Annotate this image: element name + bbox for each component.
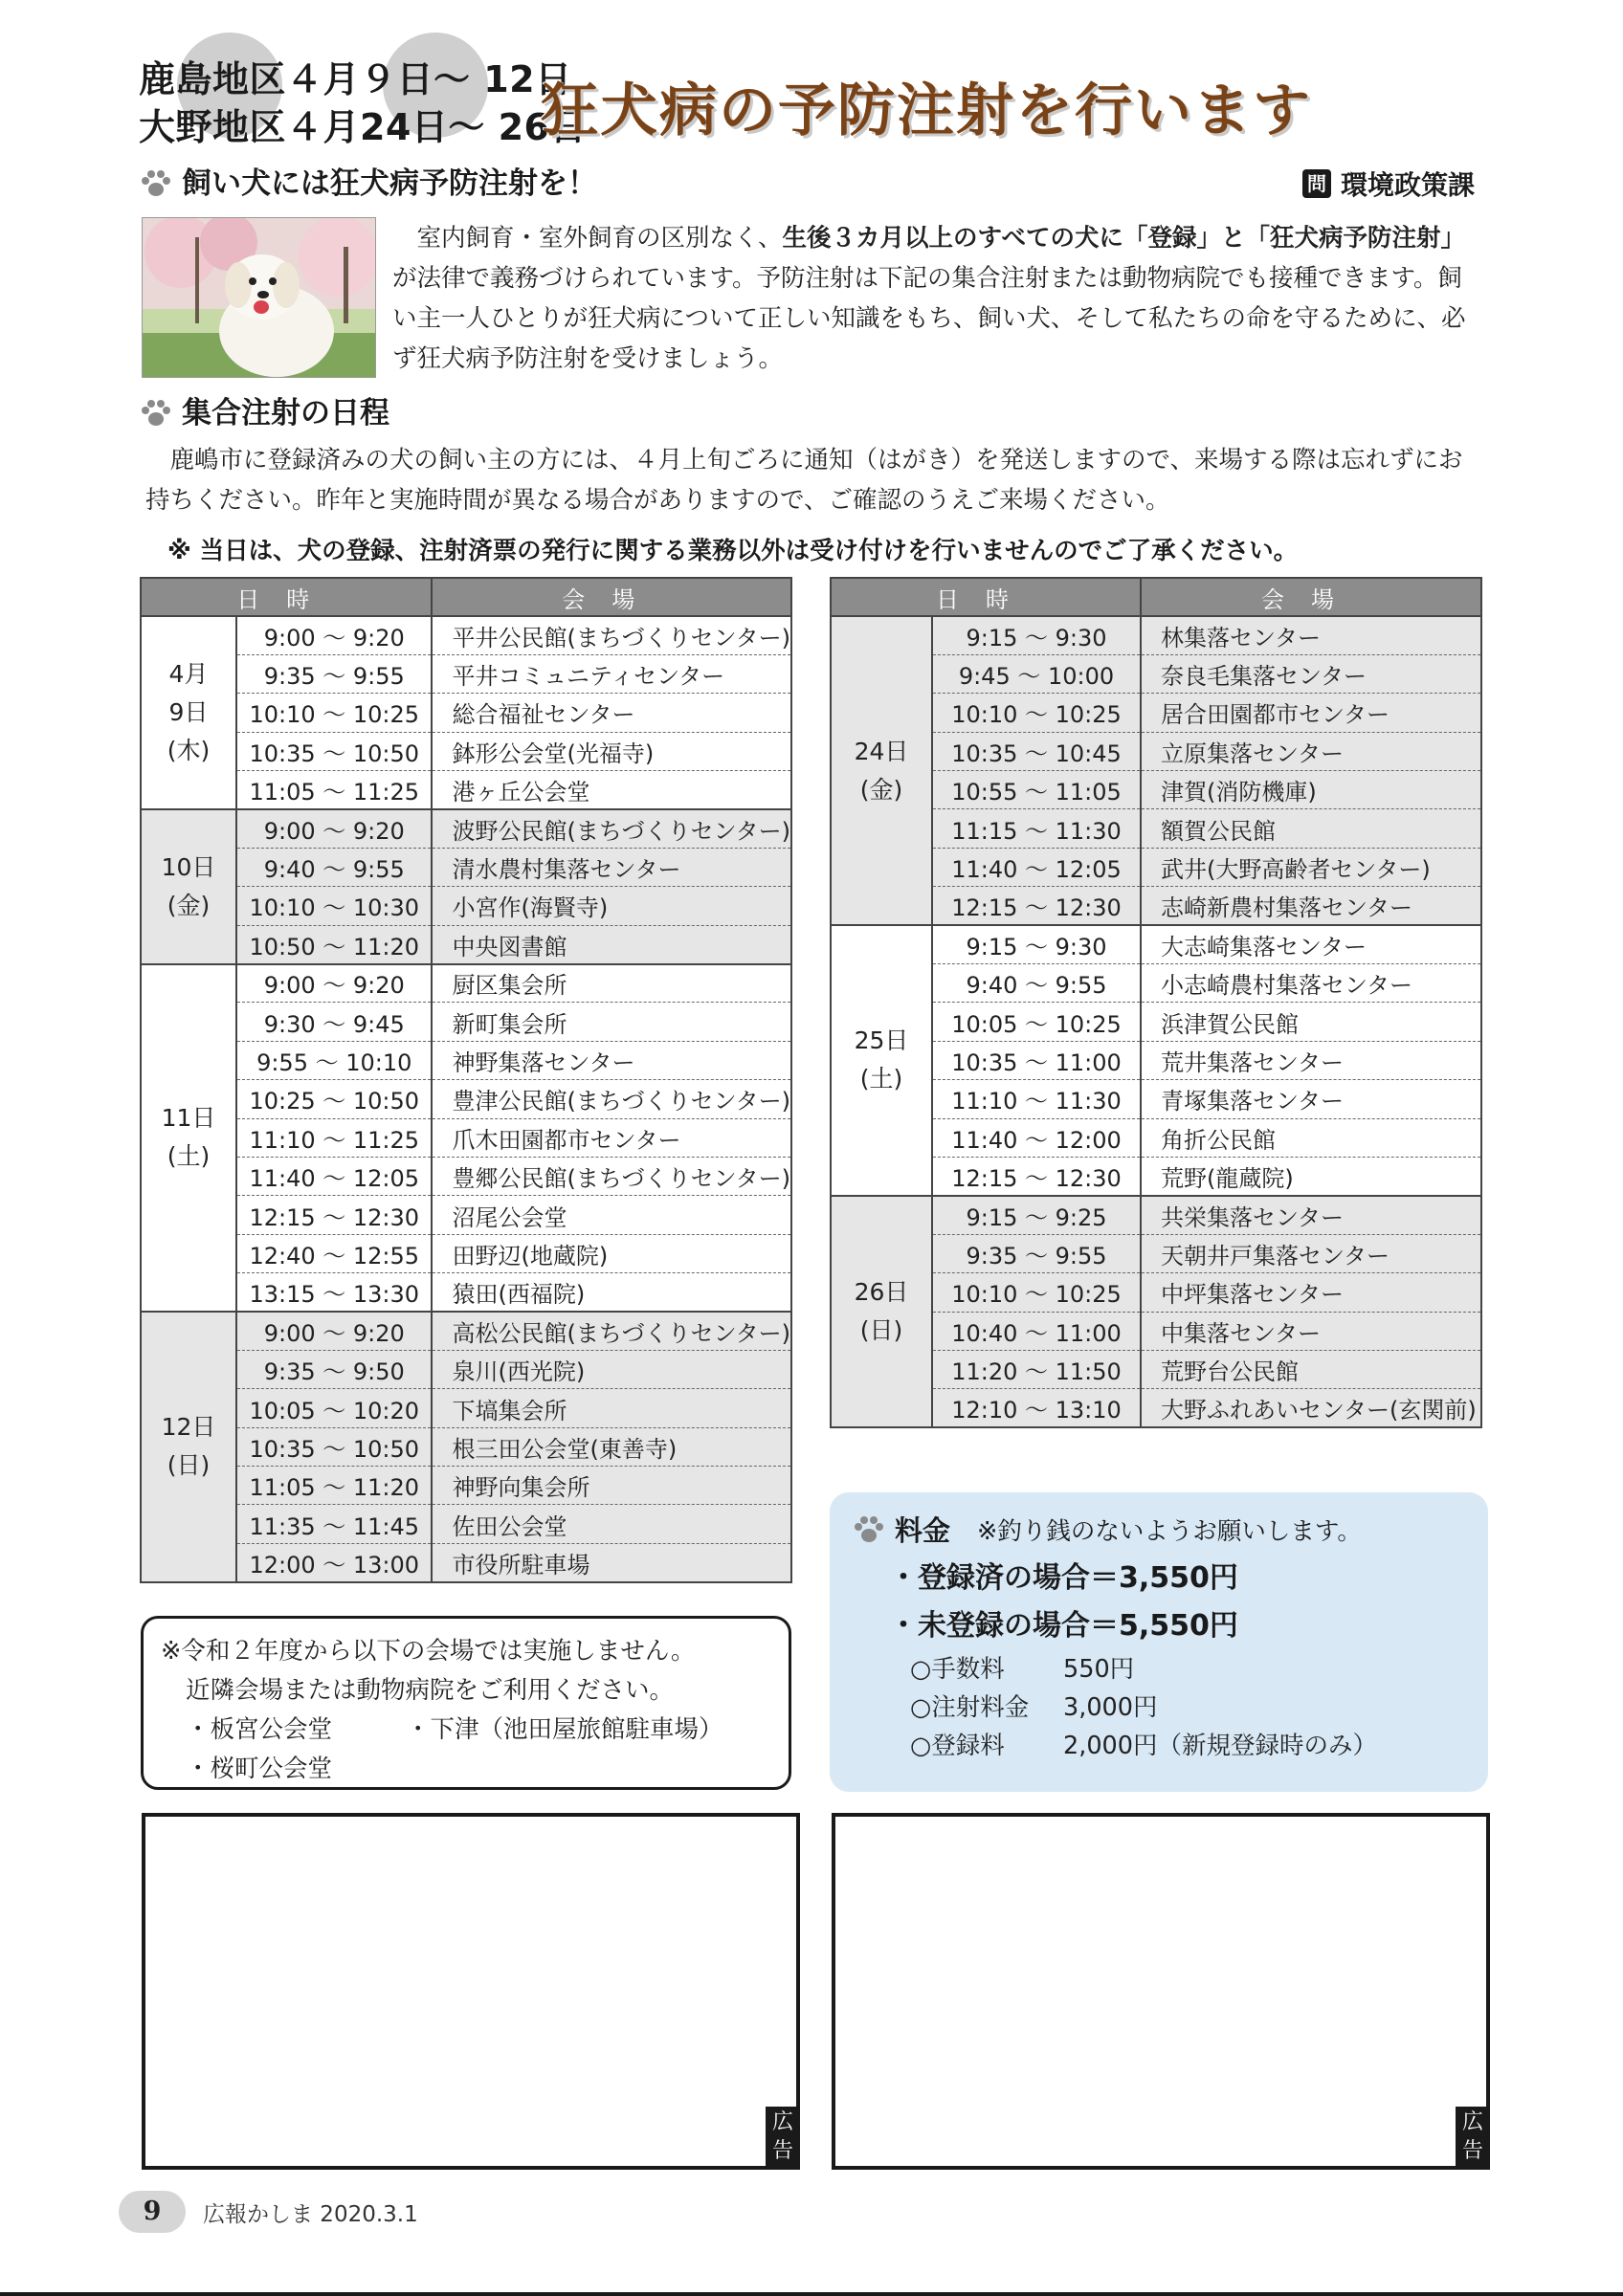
page-number: 9 <box>119 2191 186 2233</box>
time-cell: 12:15 ～ 12:30 <box>236 1196 432 1234</box>
publication-info: 広報かしま 2020.3.1 <box>203 2201 418 2227</box>
ad-tag <box>766 2107 800 2170</box>
fee-breakdown-item <box>853 1727 1465 1765</box>
table-row <box>141 1312 791 1350</box>
venue-cell: 爪木田園都市センター <box>432 1118 791 1157</box>
venue-cell: 新町集会所 <box>432 1003 791 1041</box>
schedule-paragraph: 鹿嶋市に登録済みの犬の飼い主の方には、４月上旬ごろに通知（はがき）を発送しますので、来場する際は忘れずにお持ちください。昨年と実施時間が異なる場合がありますので、ご確認のうえご来場ください。 <box>145 446 1463 515</box>
discontinued-venues-box <box>141 1616 791 1790</box>
time-cell: 11:05 ～ 11:25 <box>236 771 432 809</box>
venue-cell: 高松公民館(まちづくりセンター) <box>432 1312 791 1350</box>
day-label: (日) <box>167 1451 211 1480</box>
time-cell: 9:40 ～ 9:55 <box>932 964 1141 1003</box>
table-row <box>141 1543 791 1581</box>
venue-cell: 奈良毛集落センター <box>1141 654 1481 693</box>
time-cell: 10:10 ～ 10:25 <box>932 694 1141 732</box>
time-cell: 9:15 ～ 9:30 <box>932 616 1141 654</box>
schedule-notice: ※ 当日は、犬の登録、注射済票の発行に関する業務以外は受け付けを行いませんのでご了承ください。 <box>167 537 1299 565</box>
inquiry-icon: 問 <box>1302 169 1331 198</box>
venue-cell: 立原集落センター <box>1141 732 1481 770</box>
paw-icon <box>140 399 172 428</box>
time-cell: 9:00 ～ 9:20 <box>236 616 432 654</box>
table-row <box>831 1196 1481 1234</box>
venue-cell: 豊郷公民館(まちづくりセンター) <box>432 1157 791 1195</box>
table-row <box>141 1273 791 1312</box>
venue-cell: 共栄集落センター <box>1141 1196 1481 1234</box>
time-cell: 12:10 ～ 13:10 <box>932 1389 1141 1427</box>
venue-cell: 神野向集会所 <box>432 1467 791 1505</box>
venue-cell: 大志崎集落センター <box>1141 925 1481 963</box>
table-row <box>141 732 791 770</box>
day-cell <box>141 809 236 964</box>
table-row <box>141 1118 791 1157</box>
venue-cell: 角折公民館 <box>1141 1118 1481 1157</box>
day-cell <box>831 925 932 1196</box>
table-row <box>141 1234 791 1272</box>
time-cell: 9:35 ～ 9:55 <box>932 1234 1141 1272</box>
day-cell <box>831 616 932 925</box>
table-row <box>141 654 791 693</box>
table-row <box>141 848 791 886</box>
paw-icon <box>140 169 172 198</box>
day-label: 10日 <box>161 852 216 881</box>
table-row <box>141 1427 791 1466</box>
venue-cell: 額賀公民館 <box>1141 809 1481 848</box>
intro-text-c: が法律で義務づけられています。予防注射は下記の集合注射または動物病院でも接種できます。飼い主一人ひとりが狂犬病について正しい知識をもち、飼い犬、そして私たちの命を守るために、必ず狂犬病予防注射を受けましょう。 <box>392 264 1466 373</box>
fee-registered: ・登録済の場合＝3,550円 <box>889 1561 1238 1595</box>
venue-cell: 鉢形公会堂(光福寺) <box>432 732 791 770</box>
time-cell: 10:35 ～ 10:50 <box>236 732 432 770</box>
venue-row <box>161 1711 771 1750</box>
contact-department <box>1302 165 1475 203</box>
discontinued-venue: ・下津（池田屋旅館駐車場） <box>406 1715 723 1744</box>
fee-item-name: ○登録料 <box>910 1732 1005 1760</box>
table-row <box>141 1505 791 1543</box>
time-cell: 10:35 ～ 10:50 <box>236 1427 432 1466</box>
venue-cell: 天朝井戸集落センター <box>1141 1234 1481 1272</box>
table-row <box>141 616 791 654</box>
period-kashima: 鹿島地区４月９日～ 12日 <box>139 58 572 100</box>
time-cell: 10:10 ～ 10:25 <box>236 694 432 732</box>
table-row <box>141 809 791 848</box>
time-cell: 9:00 ～ 9:20 <box>236 964 432 1003</box>
time-cell: 11:05 ～ 11:20 <box>236 1467 432 1505</box>
ad-tag-text: 広告 <box>771 2110 793 2163</box>
fee-item-name: ○手数料 <box>910 1655 1005 1684</box>
header-date: 日時 <box>141 578 432 616</box>
day-label: (土) <box>167 1142 211 1171</box>
section-heading-text: 飼い犬には狂犬病予防注射を！ <box>182 166 597 201</box>
fee-header <box>853 1510 1465 1549</box>
section-heading-text: 集合注射の日程 <box>182 396 389 430</box>
venue-cell: 佐田公会堂 <box>432 1505 791 1543</box>
venue-cell: 泉川(西光院) <box>432 1350 791 1388</box>
intro-text-a: 室内飼育・室外飼育の区別なく、 <box>416 224 783 253</box>
venue-cell: 武井(大野高齢者センター) <box>1141 848 1481 886</box>
period-ono: 大野地区４月24日～ 26日 <box>139 106 587 148</box>
day-label: 26日 <box>854 1278 909 1307</box>
day-label: (金) <box>859 775 903 804</box>
venue-cell: 居合田園都市センター <box>1141 694 1481 732</box>
schedule-table-ono <box>830 577 1482 1428</box>
day-cell <box>141 1312 236 1582</box>
venue-cell: 市役所駐車場 <box>432 1543 791 1581</box>
table-row <box>141 694 791 732</box>
table-row <box>141 925 791 963</box>
time-cell: 10:40 ～ 11:00 <box>932 1312 1141 1350</box>
advertisement-box <box>142 1813 800 2170</box>
ad-tag <box>1456 2107 1490 2170</box>
fee-box <box>830 1492 1488 1792</box>
table-row <box>831 616 1481 654</box>
fee-item-value: 550円 <box>1063 1655 1135 1684</box>
time-cell: 10:05 ～ 10:20 <box>236 1389 432 1427</box>
department-name: 環境政策課 <box>1340 169 1475 201</box>
time-cell: 13:15 ～ 13:30 <box>236 1273 432 1312</box>
day-label: 11日 <box>161 1104 216 1133</box>
dog-photo <box>142 217 376 378</box>
time-cell: 10:05 ～ 10:25 <box>932 1003 1141 1041</box>
time-cell: 11:40 ～ 12:05 <box>236 1157 432 1195</box>
time-cell: 9:00 ～ 9:20 <box>236 1312 432 1350</box>
time-cell: 11:40 ～ 12:00 <box>932 1118 1141 1157</box>
time-cell: 11:10 ～ 11:25 <box>236 1118 432 1157</box>
venue-cell: 小志崎農村集落センター <box>1141 964 1481 1003</box>
fee-note: ※釣り銭のないようお願いします。 <box>977 1516 1362 1546</box>
day-label: (日) <box>859 1316 903 1345</box>
day-cell <box>831 1196 932 1427</box>
day-cell <box>141 616 236 809</box>
time-cell: 11:35 ～ 11:45 <box>236 1505 432 1543</box>
header-date: 日時 <box>831 578 1141 616</box>
time-cell: 9:15 ～ 9:30 <box>932 925 1141 963</box>
time-cell: 11:10 ～ 11:30 <box>932 1080 1141 1118</box>
day-cell <box>141 964 236 1313</box>
venue-cell: 荒井集落センター <box>1141 1041 1481 1079</box>
time-cell: 12:15 ～ 12:30 <box>932 887 1141 925</box>
time-cell: 9:35 ～ 9:55 <box>236 654 432 693</box>
page-footer <box>119 2191 418 2233</box>
fee-label: 料金 <box>895 1514 951 1547</box>
discontinued-venue: ・板宮公会堂 <box>186 1715 333 1744</box>
time-cell: 9:40 ～ 9:55 <box>236 848 432 886</box>
venue-cell: 港ヶ丘公会堂 <box>432 771 791 809</box>
venue-cell: 小宮作(海賢寺) <box>432 887 791 925</box>
page-header <box>139 55 1498 161</box>
time-cell: 10:35 ～ 10:45 <box>932 732 1141 770</box>
venue-cell: 平井コミュニティセンター <box>432 654 791 693</box>
fee-breakdown-item <box>853 1650 1465 1689</box>
table-row <box>141 771 791 809</box>
day-label: 24日 <box>854 737 909 765</box>
section-heading-schedule <box>140 394 389 432</box>
venue-cell: 津賀(消防機庫) <box>1141 771 1481 809</box>
venue-cell: 総合福祉センター <box>432 694 791 732</box>
table-row <box>141 1080 791 1118</box>
notice-line: ※令和２年度から以下の会場では実施しません。 <box>161 1637 696 1666</box>
venue-cell: 大野ふれあいセンター(玄関前) <box>1141 1389 1481 1427</box>
time-cell: 11:20 ～ 11:50 <box>932 1350 1141 1388</box>
table-row <box>141 1003 791 1041</box>
time-cell: 9:55 ～ 10:10 <box>236 1041 432 1079</box>
header-venue: 会場 <box>1141 578 1481 616</box>
day-label: (土) <box>859 1065 903 1093</box>
venue-cell: 厨区集会所 <box>432 964 791 1003</box>
venue-cell: 波野公民館(まちづくりセンター) <box>432 809 791 848</box>
intro-paragraph <box>392 218 1483 379</box>
ad-tag-text: 広告 <box>1461 2110 1483 2163</box>
time-cell: 9:15 ～ 9:25 <box>932 1196 1141 1234</box>
fee-item-value: 2,000円（新規登録時のみ） <box>1063 1732 1378 1760</box>
table-row <box>141 964 791 1003</box>
time-cell: 9:30 ～ 9:45 <box>236 1003 432 1041</box>
venue-cell: 中坪集落センター <box>1141 1273 1481 1312</box>
venue-cell: 沼尾公会堂 <box>432 1196 791 1234</box>
venue-cell: 平井公民館(まちづくりセンター) <box>432 616 791 654</box>
venue-cell: 荒野(龍蔵院) <box>1141 1157 1481 1195</box>
table-row <box>141 1157 791 1195</box>
venue-cell: 清水農村集落センター <box>432 848 791 886</box>
time-cell: 10:25 ～ 10:50 <box>236 1080 432 1118</box>
time-cell: 9:00 ～ 9:20 <box>236 809 432 848</box>
time-cell: 9:45 ～ 10:00 <box>932 654 1141 693</box>
table-row <box>141 887 791 925</box>
venue-cell: 田野辺(地蔵院) <box>432 1234 791 1272</box>
header-venue: 会場 <box>432 578 791 616</box>
venue-cell: 荒野台公民館 <box>1141 1350 1481 1388</box>
venue-cell: 中集落センター <box>1141 1312 1481 1350</box>
paw-icon <box>853 1515 885 1544</box>
time-cell: 10:50 ～ 11:20 <box>236 925 432 963</box>
section-heading-vaccination <box>140 165 597 203</box>
table-row <box>141 1041 791 1079</box>
time-cell: 9:35 ～ 9:50 <box>236 1350 432 1388</box>
fee-item-value: 3,000円 <box>1063 1693 1158 1722</box>
advertisement-box <box>832 1813 1490 2170</box>
fee-item-name: ○注射料金 <box>910 1693 1030 1722</box>
day-label: 12日 <box>161 1413 216 1442</box>
time-cell: 10:10 ～ 10:30 <box>236 887 432 925</box>
venue-cell: 志崎新農村集落センター <box>1141 887 1481 925</box>
venue-cell: 豊津公民館(まちづくりセンター) <box>432 1080 791 1118</box>
day-label: (金) <box>167 891 211 919</box>
intro-text-emphasis: 生後３カ月以上のすべての犬に「登録」と「狂犬病予防注射」 <box>782 224 1465 253</box>
day-label: 4月 <box>168 659 209 688</box>
venue-cell: 下塙集会所 <box>432 1389 791 1427</box>
day-label: 9日 <box>168 697 209 726</box>
schedule-table-kashima <box>140 577 792 1583</box>
time-cell: 12:00 ～ 13:00 <box>236 1543 432 1581</box>
time-cell: 11:40 ～ 12:05 <box>932 848 1141 886</box>
table-row <box>141 1467 791 1505</box>
venue-cell: 根三田公会堂(東善寺) <box>432 1427 791 1466</box>
venue-cell: 浜津賀公民館 <box>1141 1003 1481 1041</box>
discontinued-venue: ・桜町公会堂 <box>186 1755 333 1783</box>
table-row <box>141 1350 791 1388</box>
table-row <box>141 1389 791 1427</box>
notice-line: 近隣会場または動物病院をご利用ください。 <box>186 1676 675 1705</box>
day-label: 25日 <box>854 1027 909 1055</box>
venue-cell: 猿田(西福院) <box>432 1273 791 1312</box>
table-row <box>141 1196 791 1234</box>
time-cell: 10:35 ～ 11:00 <box>932 1041 1141 1079</box>
page-title: 狂犬病の予防注射を行います <box>541 77 1312 144</box>
venue-cell: 青塚集落センター <box>1141 1080 1481 1118</box>
time-cell: 10:55 ～ 11:05 <box>932 771 1141 809</box>
venue-cell: 中央図書館 <box>432 925 791 963</box>
fee-unregistered: ・未登録の場合＝5,550円 <box>889 1609 1238 1643</box>
bottom-rule <box>0 2292 1623 2296</box>
time-cell: 12:40 ～ 12:55 <box>236 1234 432 1272</box>
time-cell: 10:10 ～ 10:25 <box>932 1273 1141 1312</box>
time-cell: 12:15 ～ 12:30 <box>932 1157 1141 1195</box>
time-cell: 11:15 ～ 11:30 <box>932 809 1141 848</box>
venue-cell: 林集落センター <box>1141 616 1481 654</box>
fee-breakdown-item <box>853 1689 1465 1727</box>
table-row <box>831 925 1481 963</box>
day-label: (木) <box>167 736 211 764</box>
venue-cell: 神野集落センター <box>432 1041 791 1079</box>
